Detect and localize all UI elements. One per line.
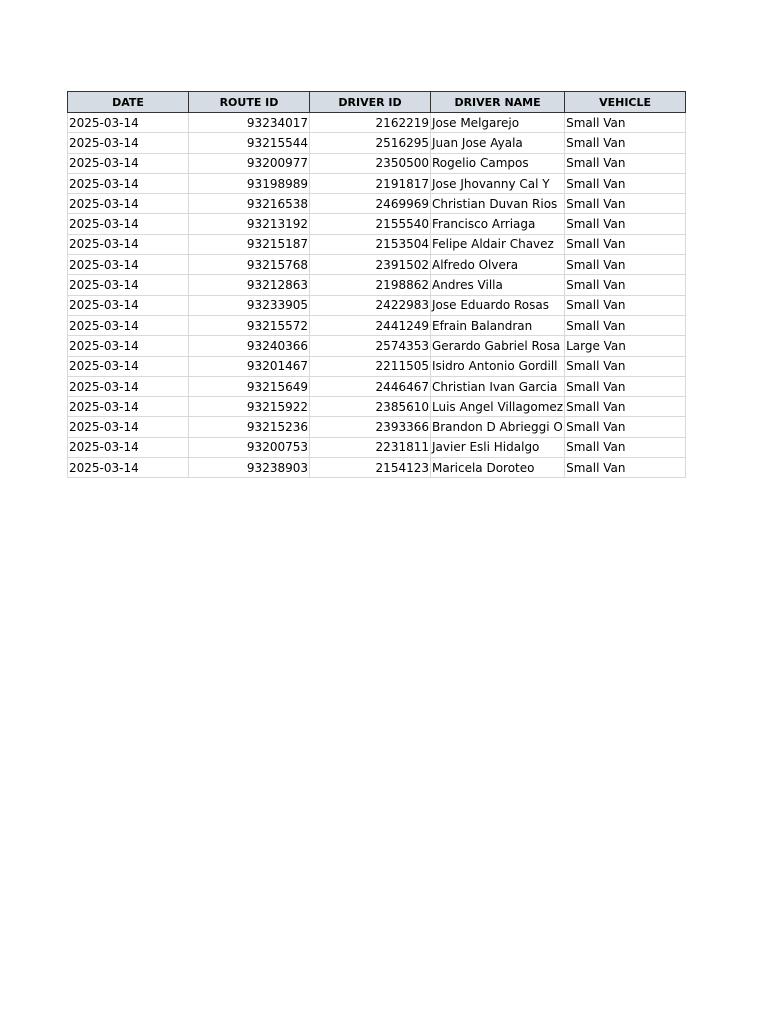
table-row xyxy=(68,113,686,133)
route-id-cell: 93215572 xyxy=(189,315,310,335)
route-assignments-table xyxy=(67,91,686,478)
table-row xyxy=(68,417,686,437)
table-body xyxy=(68,113,686,478)
vehicle-cell: Small Van xyxy=(565,437,686,457)
driver-id-cell: 2469969 xyxy=(310,194,431,214)
table-row xyxy=(68,194,686,214)
table-row xyxy=(68,153,686,173)
driver-id-cell: 2516295 xyxy=(310,133,431,153)
date-cell: 2025-03-14 xyxy=(68,214,189,234)
route-id-cell: 93238903 xyxy=(189,458,310,478)
vehicle-cell: Small Van xyxy=(565,417,686,437)
driver-name-cell: Andres Villa xyxy=(431,275,565,295)
vehicle-cell: Small Van xyxy=(565,397,686,417)
table-row xyxy=(68,376,686,396)
driver-name-cell: Juan Jose Ayala xyxy=(431,133,565,153)
header-driver-name: DRIVER NAME xyxy=(431,92,565,113)
driver-name-cell: Rogelio Campos xyxy=(431,153,565,173)
table-row xyxy=(68,255,686,275)
vehicle-cell: Small Van xyxy=(565,113,686,133)
route-id-cell: 93215768 xyxy=(189,255,310,275)
driver-id-cell: 2191817 xyxy=(310,173,431,193)
driver-id-cell: 2446467 xyxy=(310,376,431,396)
driver-name-cell: Francisco Arriaga xyxy=(431,214,565,234)
driver-name-cell: Maricela Doroteo xyxy=(431,458,565,478)
date-cell: 2025-03-14 xyxy=(68,458,189,478)
vehicle-cell: Small Van xyxy=(565,356,686,376)
driver-id-cell: 2350500 xyxy=(310,153,431,173)
vehicle-cell: Small Van xyxy=(565,173,686,193)
driver-name-cell: Gerardo Gabriel Rosa xyxy=(431,336,565,356)
table-row xyxy=(68,356,686,376)
route-id-cell: 93213192 xyxy=(189,214,310,234)
driver-name-cell: Jose Eduardo Rosas xyxy=(431,295,565,315)
header-row xyxy=(68,92,686,113)
table-row xyxy=(68,275,686,295)
driver-name-cell: Jose Melgarejo xyxy=(431,113,565,133)
vehicle-cell: Small Van xyxy=(565,275,686,295)
date-cell: 2025-03-14 xyxy=(68,336,189,356)
driver-id-cell: 2198862 xyxy=(310,275,431,295)
route-id-cell: 93215922 xyxy=(189,397,310,417)
table-row xyxy=(68,295,686,315)
driver-id-cell: 2393366 xyxy=(310,417,431,437)
header-driver-id: DRIVER ID xyxy=(310,92,431,113)
vehicle-cell: Small Van xyxy=(565,315,686,335)
route-id-cell: 93212863 xyxy=(189,275,310,295)
route-id-cell: 93216538 xyxy=(189,194,310,214)
table-row xyxy=(68,458,686,478)
driver-name-cell: Javier Esli Hidalgo xyxy=(431,437,565,457)
date-cell: 2025-03-14 xyxy=(68,295,189,315)
vehicle-cell: Small Van xyxy=(565,255,686,275)
route-id-cell: 93234017 xyxy=(189,113,310,133)
driver-name-cell: Jose Jhovanny Cal Y xyxy=(431,173,565,193)
driver-id-cell: 2385610 xyxy=(310,397,431,417)
vehicle-cell: Small Van xyxy=(565,153,686,173)
date-cell: 2025-03-14 xyxy=(68,356,189,376)
date-cell: 2025-03-14 xyxy=(68,255,189,275)
route-id-cell: 93215649 xyxy=(189,376,310,396)
date-cell: 2025-03-14 xyxy=(68,275,189,295)
vehicle-cell: Small Van xyxy=(565,194,686,214)
table-row xyxy=(68,173,686,193)
header-date: DATE xyxy=(68,92,189,113)
date-cell: 2025-03-14 xyxy=(68,153,189,173)
vehicle-cell: Large Van xyxy=(565,336,686,356)
vehicle-cell: Small Van xyxy=(565,133,686,153)
date-cell: 2025-03-14 xyxy=(68,437,189,457)
driver-id-cell: 2422983 xyxy=(310,295,431,315)
driver-id-cell: 2154123 xyxy=(310,458,431,478)
date-cell: 2025-03-14 xyxy=(68,417,189,437)
driver-id-cell: 2211505 xyxy=(310,356,431,376)
driver-id-cell: 2231811 xyxy=(310,437,431,457)
table-row xyxy=(68,336,686,356)
driver-name-cell: Alfredo Olvera xyxy=(431,255,565,275)
driver-id-cell: 2574353 xyxy=(310,336,431,356)
driver-id-cell: 2153504 xyxy=(310,234,431,254)
route-id-cell: 93215544 xyxy=(189,133,310,153)
vehicle-cell: Small Van xyxy=(565,458,686,478)
driver-name-cell: Christian Ivan Garcia xyxy=(431,376,565,396)
vehicle-cell: Small Van xyxy=(565,214,686,234)
driver-name-cell: Brandon D Abrieggi O xyxy=(431,417,565,437)
vehicle-cell: Small Van xyxy=(565,234,686,254)
table-row xyxy=(68,437,686,457)
route-id-cell: 93233905 xyxy=(189,295,310,315)
date-cell: 2025-03-14 xyxy=(68,173,189,193)
driver-id-cell: 2155540 xyxy=(310,214,431,234)
route-id-cell: 93201467 xyxy=(189,356,310,376)
date-cell: 2025-03-14 xyxy=(68,315,189,335)
date-cell: 2025-03-14 xyxy=(68,133,189,153)
table-row xyxy=(68,133,686,153)
route-id-cell: 93200753 xyxy=(189,437,310,457)
table-row xyxy=(68,397,686,417)
route-id-cell: 93240366 xyxy=(189,336,310,356)
driver-name-cell: Christian Duvan Rios xyxy=(431,194,565,214)
route-id-cell: 93215187 xyxy=(189,234,310,254)
route-id-cell: 93200977 xyxy=(189,153,310,173)
driver-id-cell: 2162219 xyxy=(310,113,431,133)
driver-name-cell: Luis Angel Villagomez xyxy=(431,397,565,417)
header-route-id: ROUTE ID xyxy=(189,92,310,113)
driver-name-cell: Felipe Aldair Chavez xyxy=(431,234,565,254)
table-row xyxy=(68,315,686,335)
vehicle-cell: Small Van xyxy=(565,295,686,315)
date-cell: 2025-03-14 xyxy=(68,113,189,133)
driver-id-cell: 2391502 xyxy=(310,255,431,275)
date-cell: 2025-03-14 xyxy=(68,376,189,396)
route-id-cell: 93215236 xyxy=(189,417,310,437)
driver-name-cell: Isidro Antonio Gordill xyxy=(431,356,565,376)
date-cell: 2025-03-14 xyxy=(68,234,189,254)
header-vehicle: VEHICLE xyxy=(565,92,686,113)
date-cell: 2025-03-14 xyxy=(68,194,189,214)
vehicle-cell: Small Van xyxy=(565,376,686,396)
date-cell: 2025-03-14 xyxy=(68,397,189,417)
route-id-cell: 93198989 xyxy=(189,173,310,193)
table-row xyxy=(68,234,686,254)
table-row xyxy=(68,214,686,234)
driver-id-cell: 2441249 xyxy=(310,315,431,335)
driver-name-cell: Efrain Balandran xyxy=(431,315,565,335)
